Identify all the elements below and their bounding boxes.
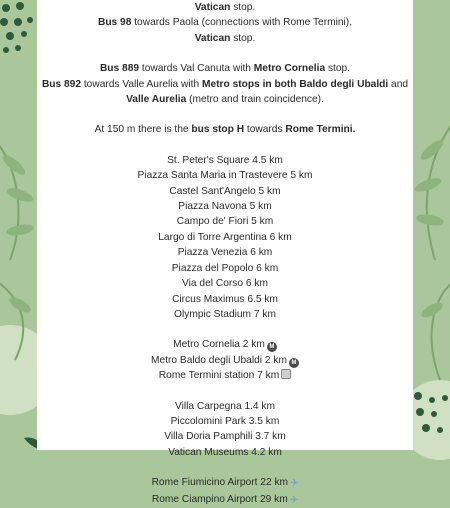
list-item: Via del Corso 6 km	[182, 278, 268, 290]
list-item: Rome Fiumicino Airport 22 km ✈	[37, 475, 413, 491]
bus-98-line: Bus 98 towards Paola (connections with Rome Termini),	[97, 17, 353, 29]
bus-number: Bus 889	[99, 63, 140, 75]
list-item: Castel Sant'Angelo 5 km	[169, 185, 281, 197]
airports-list	[37, 475, 413, 508]
metro-icon: M	[289, 358, 299, 368]
parks-list	[37, 399, 413, 461]
list-item: Villa Doria Pamphili 3.7 km	[164, 431, 286, 443]
list-item: Metro Cornelia 2 km M	[37, 337, 413, 352]
list-item: Rome Ciampino Airport 29 km ✈	[37, 492, 413, 508]
bus-line-vatican-stop: Vatican stop.	[194, 2, 256, 13]
list-item: Vatican Museums 4.2 km	[168, 446, 282, 458]
list-item: St. Peter's Square 4.5 km	[167, 154, 283, 166]
bus-889-line: Bus 889 towards Val Canuta with Metro Cornelia stop.	[99, 63, 351, 75]
bus-892-line: Bus 892 towards Valle Aurelia with Metro stops in both Baldo degli Ubaldi and	[41, 78, 409, 90]
list-item: Villa Carpegna 1.4 km	[174, 400, 276, 412]
info-panel	[37, 0, 413, 506]
train-icon	[281, 369, 291, 379]
bus-892-coincidence: Valle Aurelia (metro and train coincidence).	[126, 94, 324, 106]
bus-stop-h-line: At 150 m there is the bus stop H towards Rome Termini.	[94, 124, 356, 136]
list-item: Campo de' Fiori 5 km	[176, 216, 274, 228]
airplane-icon: ✈	[290, 478, 299, 490]
list-item: Olympic Stadium 7 km	[174, 308, 276, 320]
transport-info-text	[37, 0, 413, 508]
metro-icon: M	[267, 342, 277, 352]
airplane-icon: ✈	[289, 494, 299, 506]
stations-list	[37, 337, 413, 383]
list-item: Piccolomini Park 3.5 km	[170, 415, 280, 427]
list-item: Piazza del Popolo 6 km	[171, 262, 279, 274]
bus-98-stop: Vatican stop.	[194, 32, 256, 44]
list-item: Metro Baldo degli Ubaldi 2 km M	[37, 353, 413, 368]
landmarks-list	[37, 153, 413, 322]
list-item: Piazza Santa Maria in Trastevere 5 km	[137, 170, 313, 182]
list-item: Piazza Venezia 6 km	[177, 247, 273, 259]
stop-name: Vatican	[194, 2, 231, 13]
bus-number: Bus 98	[97, 17, 132, 29]
bus-number: Bus 892	[41, 78, 82, 90]
list-item: Largo di Torre Argentina 6 km	[158, 231, 292, 243]
list-item: Circus Maximus 6.5 km	[172, 293, 278, 305]
stop-name: Vatican	[194, 32, 231, 44]
list-item: Rome Termini station 7 km	[37, 368, 413, 383]
list-item: Piazza Navona 5 km	[178, 201, 272, 213]
